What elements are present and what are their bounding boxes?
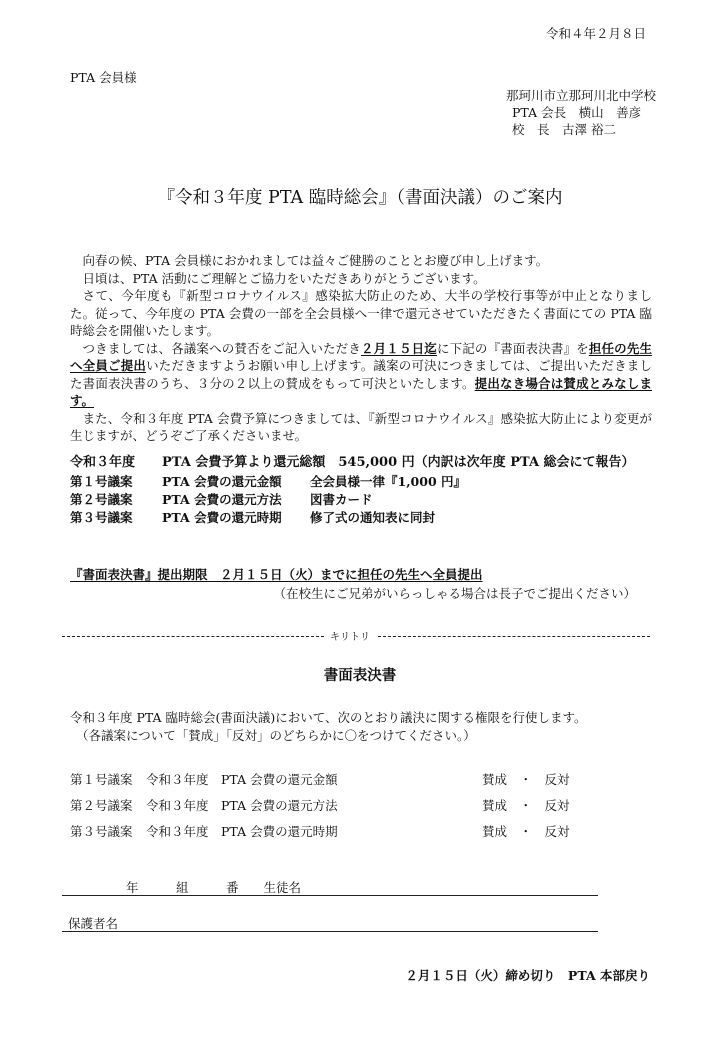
instruction-text-c: に下記の『書面表決書』を — [436, 340, 589, 356]
pta-name: 横山 善彦 — [578, 105, 642, 120]
instruction-paragraph — [70, 340, 652, 410]
summary-item-subject: PTA 会費の還元金額 — [162, 474, 282, 489]
vote-choice[interactable]: 賛成 ・ 反対 — [482, 798, 570, 813]
summary-line — [70, 451, 635, 470]
instruction-default: 提出なき場合は賛成とみなします。 — [70, 375, 652, 408]
summary-item — [70, 508, 436, 526]
form-item — [70, 770, 570, 788]
summary-item-subject: PTA 会費の還元方法 — [162, 492, 282, 507]
form-item — [70, 796, 570, 814]
form-item-text: 令和３年度 PTA 会費の還元方法 — [146, 798, 338, 813]
form-title: 書面表決書 — [323, 667, 397, 684]
greeting-paragraph: 向春の候、PTA 会員様におかれましては益々ご健勝のこととお慶び申し上げます。 — [82, 253, 549, 268]
pta-role: PTA 会長 — [512, 105, 567, 120]
instruction-text-a: つきましては、各議案への賛否をご記入いただき — [82, 340, 361, 356]
footer-note: ２月１５日（火）締め切り PTA 本部戻り — [405, 968, 650, 983]
thanks-paragraph: 日頃は、PTA 活動にご理解とご協力をいただきありがとうございます。 — [82, 270, 486, 286]
summary-item-no: 第３号議案 — [70, 510, 133, 525]
summary-label: 令和３年度 — [70, 455, 136, 470]
body-text — [70, 252, 652, 445]
deadline-text: 『書面表決書』提出期限 ２月１５日（火）までに担任の先生へ全員提出 — [70, 567, 483, 582]
cut-line-right — [378, 636, 650, 637]
document-date: 令和４年２月８日 — [545, 26, 646, 41]
instruction-deadline: ２月１５日迄 — [360, 340, 437, 356]
instruction-text-e: いただきますようお願い申し上げます。議案の可決につきましては、ご提出いただきました書面表決書のうち、３分の２以上の賛成をもって可決といたします。 — [70, 358, 652, 391]
summary-text: PTA 会費予算より還元総額 545,000 円（内訳は次年度 PTA 総会にて報告） — [162, 455, 635, 470]
budget-paragraph: また、令和３年度 PTA 会費予算につきましては、『新型コロナウイルス』感染拡大防止により変更が生じますが、どうぞご了承くださいませ。 — [70, 410, 652, 443]
student-line-label: 年 組 番 生徒名 — [126, 880, 302, 895]
principal-name: 古澤 裕二 — [562, 122, 617, 137]
cut-label: キリトリ — [330, 632, 370, 643]
summary-item-no: 第２号議案 — [70, 492, 133, 507]
instruction-submit: 担任の先生へ全員ご提出 — [70, 340, 652, 373]
principal — [512, 120, 616, 138]
recipient: PTA 会員様 — [70, 70, 137, 85]
page-title: 『令和３年度 PTA 臨時総会』（書面決議）のご案内 — [157, 188, 563, 208]
reason-paragraph: さて、今年度も『新型コロナウイルス』感染拡大防止のため、大半の学校行事等が中止となりました。従って、今年度の PTA 会費の一部を全会員様へ一律で還元させていただきたく書面にての PTA 臨時総会を開催いたします。 — [70, 288, 652, 338]
student-name-field[interactable] — [62, 895, 598, 896]
summary-item-detail: 全会員様一律『1,000 円』 — [310, 474, 466, 489]
summary-item — [70, 490, 373, 508]
cut-line-left — [62, 636, 324, 637]
pta-president — [512, 103, 641, 121]
vote-choice[interactable]: 賛成 ・ 反対 — [482, 772, 570, 787]
form-item — [70, 822, 570, 840]
school-name: 那珂川市立那珂川北中学校 — [506, 88, 657, 103]
deadline-note: （在校生にご兄弟がいらっしゃる場合は長子でご提出ください） — [273, 586, 636, 601]
form-item-no: 第１号議案 — [70, 772, 133, 787]
form-item-text: 令和３年度 PTA 会費の還元金額 — [146, 772, 338, 787]
summary-item — [70, 472, 466, 490]
form-intro: 令和３年度 PTA 臨時総会(書面決議)において、次のとおり議決に関する権限を行使します。 — [70, 710, 587, 725]
summary-item-detail: 修了式の通知表に同封 — [310, 510, 436, 525]
summary-item-no: 第１号議案 — [70, 474, 133, 489]
guardian-name-field[interactable] — [62, 931, 598, 932]
guardian-line-label: 保護者名 — [68, 916, 119, 931]
vote-choice[interactable]: 賛成 ・ 反対 — [482, 824, 570, 839]
principal-role: 校 長 — [512, 122, 550, 137]
form-instruction: （各議案について「賛成」「反対」のどちらかに〇をつけてください。） — [76, 728, 476, 743]
form-item-no: 第３号議案 — [70, 824, 133, 839]
summary-item-subject: PTA 会費の還元時期 — [162, 510, 282, 525]
form-item-no: 第２号議案 — [70, 798, 133, 813]
summary-item-detail: 図書カード — [310, 492, 373, 507]
form-item-text: 令和３年度 PTA 会費の還元時期 — [146, 824, 338, 839]
